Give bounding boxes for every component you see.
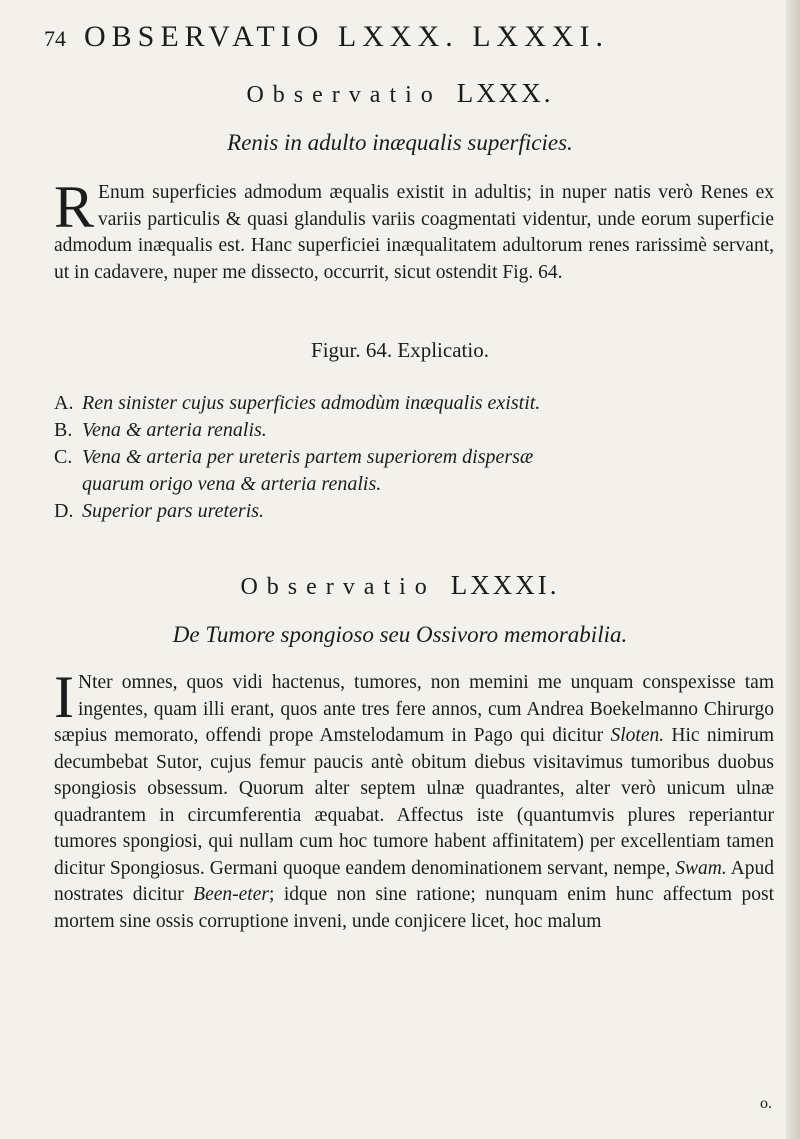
- catchword: o.: [760, 1095, 772, 1112]
- legend-key: C.: [54, 446, 73, 468]
- running-title: OBSERVATIO LXXX. LXXXI.: [84, 20, 610, 53]
- drop-cap: I: [54, 664, 74, 730]
- page-number: 74: [44, 26, 66, 51]
- legend-item-continuation: [54, 471, 784, 498]
- german-term: Swam.: [675, 857, 727, 879]
- observation-80-paragraph: [54, 174, 774, 286]
- legend-key: B.: [54, 419, 73, 441]
- observation-80-heading: [0, 78, 800, 109]
- running-head: [44, 20, 784, 60]
- place-name: Sloten.: [610, 725, 665, 746]
- legend-item: [54, 498, 784, 525]
- legend-text: Superior pars ureteris.: [82, 500, 265, 522]
- legend-text: Vena & arteria renalis.: [82, 419, 267, 441]
- figure-explanation-heading: Figur. 64. Explicatio.: [311, 338, 489, 362]
- observation-81-subtitle: De Tumore spongioso seu Ossivoro memorabilia.: [172, 622, 628, 647]
- paragraph-text: Enum superficies admodum æqualis existit in adultis; in nuper natis verò Renes ex variis particulis & quasi glandulis variis coagmentati videntur, unde eorum superficie admodum inæqualis est. Hanc superficiei inæqualitatem adultorum renes rarissimè servant, ut in cadavere, nuper me dissecto, occurrit, sicut ostendit Fig. 64.: [54, 182, 774, 283]
- figure-legend: [54, 390, 784, 525]
- observation-81-paragraph: [54, 664, 775, 935]
- observation-word: Observatio: [240, 574, 436, 600]
- dutch-term: Been-eter: [193, 884, 269, 905]
- paragraph-text: Hic nimirum decumbebat Sutor, cujus femur paucis antè obitum diebus visitavimus tumoribus duobus spongiosis obsessum. Quorum alter septem ulnæ quadrantes, alter verò unicum ulnæ quadrantem in circumferentia æquabat. Affectus iste (quantumvis plures reperiantur tumores spongiosi, qui nullam cum hoc tumore habent affinitatem) per excellentiam tamen dicitur Spongiosus. Germani quoque eandem denominationem servant, nempe,: [54, 725, 775, 879]
- legend-key: A.: [54, 392, 74, 414]
- legend-text: Ren sinister cujus superficies admodùm inæqualis existit.: [82, 392, 541, 414]
- observation-number: LXXX.: [456, 78, 554, 108]
- legend-item: [54, 417, 784, 444]
- legend-text: Vena & arteria per ureteris partem superiorem dispersæ: [82, 446, 534, 468]
- observation-81-heading: [0, 570, 800, 601]
- observation-80-subtitle: Renis in adulto inæqualis superficies.: [227, 130, 573, 155]
- drop-cap: R: [54, 174, 95, 240]
- legend-text: quarum origo vena & arteria renalis.: [82, 473, 382, 495]
- legend-item: [54, 390, 784, 417]
- legend-key: D.: [54, 500, 74, 522]
- observation-word: Observatio: [246, 82, 442, 108]
- observation-number: LXXXI.: [450, 570, 560, 600]
- paragraph-text: ; idque non sine ratione; nunquam enim hunc affectum post mortem sine ossis corruptione inveni, unde conjicere licet, hoc malum: [54, 884, 775, 932]
- paragraph-text: Apud nostrates dicitur: [54, 857, 774, 905]
- legend-item: [54, 444, 784, 471]
- paragraph-text: Nter omnes, quos vidi hactenus, tumores, non memini me unquam conspexisse tam ingentes, quam illi erant, quos ante tres fere annos, cum Andrea Boekelmanno Chirurgo sæpius memorato, offendi prope Amstelodamum in Pago qui dicitur: [54, 672, 774, 746]
